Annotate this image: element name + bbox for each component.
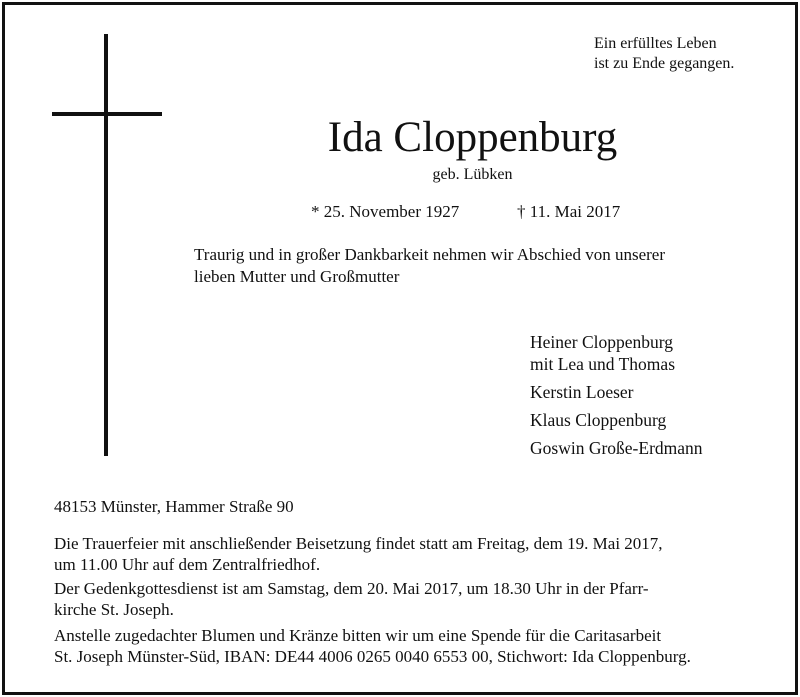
mourner-name: Kerstin Loeser [530,382,634,402]
donation-line-1: Anstelle zugedachter Blumen und Kränze bitten wir um eine Spende für die Caritasarbeit [54,626,662,645]
farewell-line-1: Traurig und in großer Dankbarkeit nehmen wir Abschied von unserer [194,245,666,264]
deceased-name: Ida Cloppenburg [327,114,618,161]
service-line-1: Der Gedenkgottesdienst ist am Samstag, dem 20. Mai 2017, um 18.30 Uhr in der Pfarr- [54,579,649,598]
mourner-name: Heiner Cloppenburg [530,332,674,352]
cross-icon-vertical-beam [104,34,108,456]
family-address: 48153 Münster, Hammer Straße 90 [54,497,294,516]
mourner-name: Klaus Cloppenburg [530,410,667,430]
motto [594,34,734,74]
service-line-2: kirche St. Joseph. [54,600,174,619]
farewell-text [194,244,748,288]
memorial-service-info [54,578,748,620]
death-date: † 11. Mai 2017 [517,202,621,221]
funeral-line-1: Die Trauerfeier mit anschließender Beisetzung findet statt am Freitag, dem 19. Mai 2017, [54,534,663,553]
motto-line-2: ist zu Ende gegangen. [594,55,735,72]
maiden-name: geb. Lübken [432,166,513,183]
mourner-name: Goswin Große-Erdmann [530,438,703,458]
mourner-name: mit Lea und Thomas [530,354,675,374]
motto-line-1: Ein erfülltes Leben [594,35,717,52]
donation-line-2: St. Joseph Münster-Süd, IBAN: DE44 4006 0265 0040 6553 00, Stichwort: Ida Cloppenburg. [54,647,691,666]
birth-date: * 25. November 1927 [311,202,460,221]
mourners-list [530,331,703,459]
funeral-info [54,533,748,575]
funeral-line-2: um 11.00 Uhr auf dem Zentralfriedhof. [54,555,321,574]
farewell-line-2: lieben Mutter und Großmutter [194,267,400,286]
donation-info [54,625,748,667]
